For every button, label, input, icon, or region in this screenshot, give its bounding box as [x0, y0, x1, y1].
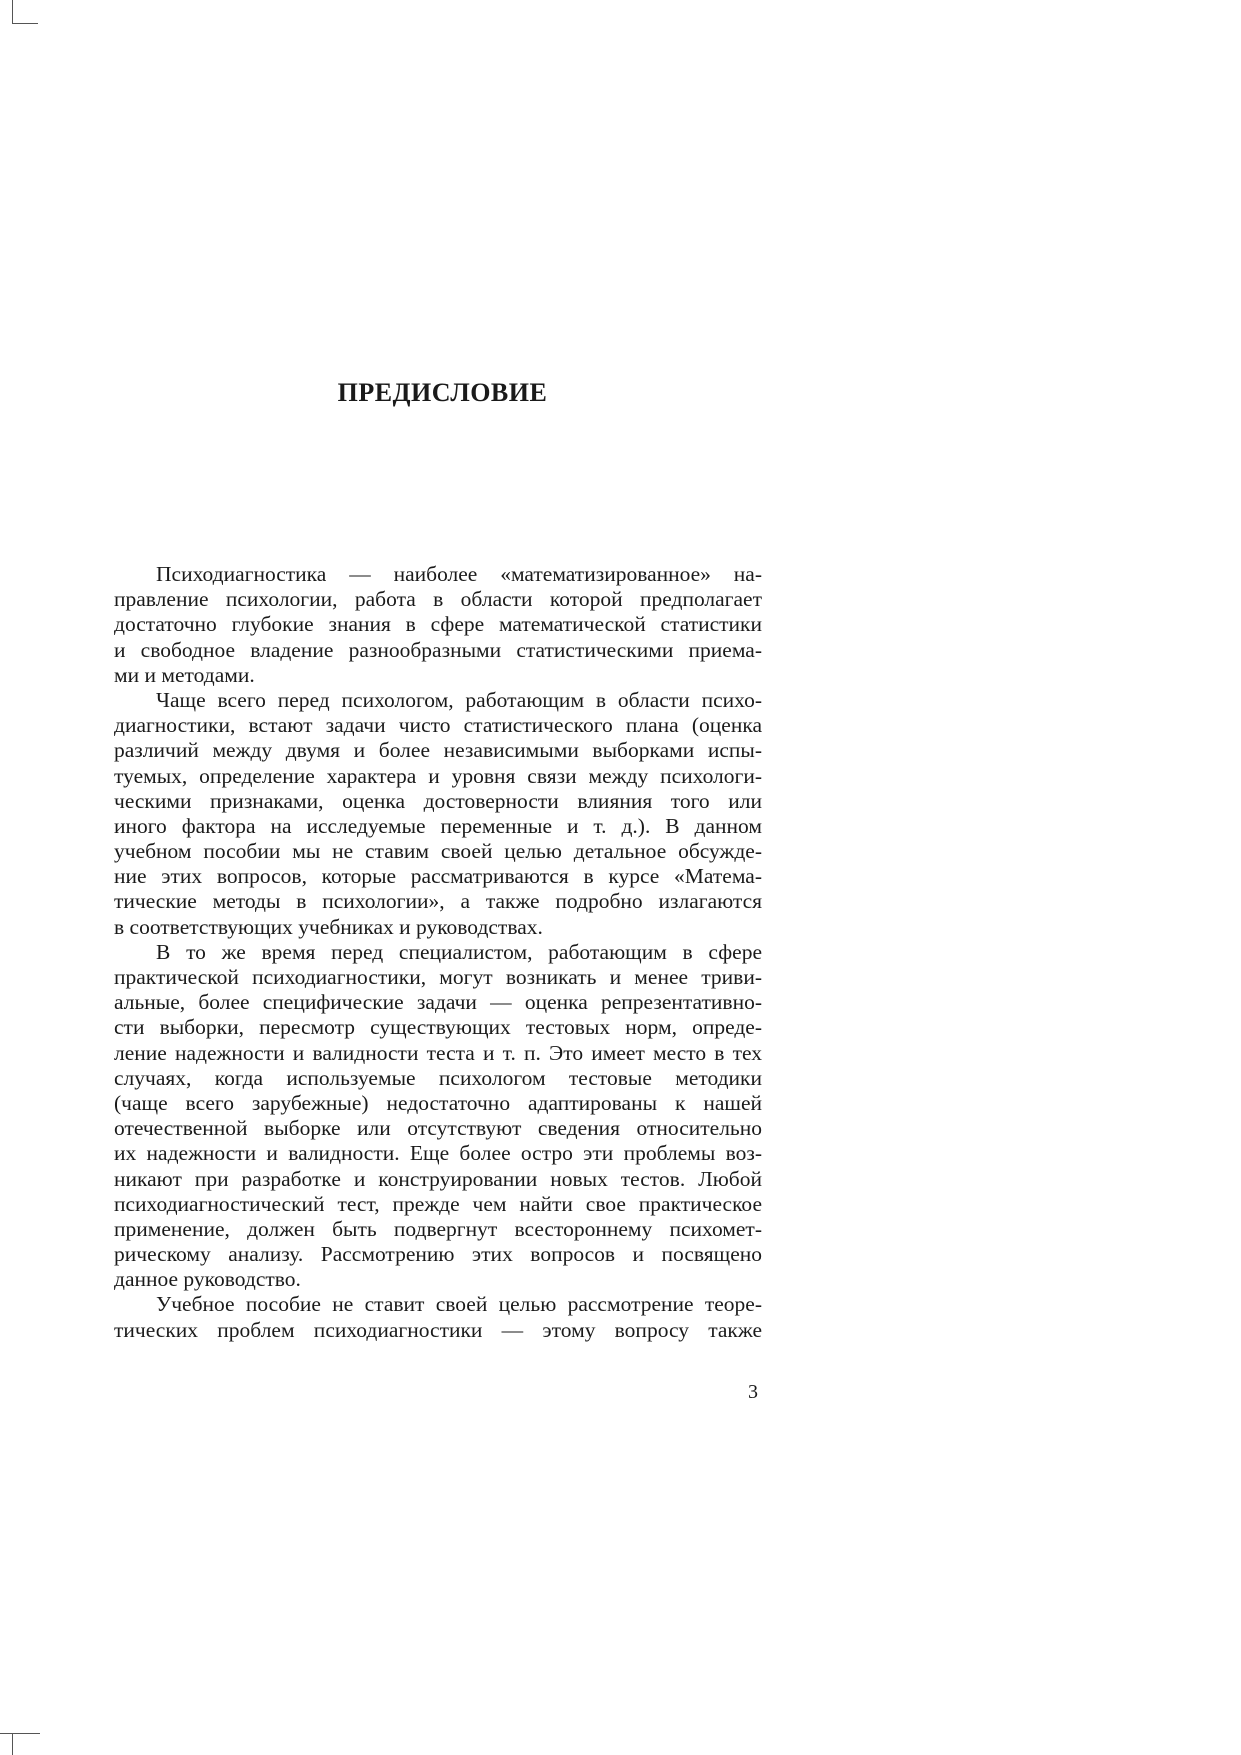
text-line: их надежности и валидности. Еще более остро эти проблемы воз- [114, 1141, 762, 1166]
text-line: ление надежности и валидности теста и т. п. Это имеет место в тех [114, 1040, 762, 1065]
text-line: применение, должен быть подвергнут всестороннему психомет- [114, 1216, 762, 1241]
text-line: туемых, определение характера и уровня связи между психологи- [114, 763, 762, 788]
text-line: тических проблем психодиагностики — этому вопросу также [114, 1317, 762, 1342]
text-line: диагностики, встают задачи чисто статистического плана (оценка [114, 713, 762, 738]
text-line: никают при разработке и конструировании новых тестов. Любой [114, 1166, 762, 1191]
page-number: 3 [748, 1381, 758, 1403]
text-line: тические методы в психологии», а также подробно излагаются [114, 889, 762, 914]
text-line: достаточно глубокие знания в сфере математической статистики [114, 612, 762, 637]
crop-mark-top-left-vertical [12, 0, 13, 24]
crop-mark-top-left-horizontal [12, 23, 38, 24]
crop-mark-bottom-left-vertical [12, 1733, 13, 1755]
text-line: различий между двумя и более независимыми выборками испы- [114, 738, 762, 763]
text-line: учебном пособии мы не ставим своей целью детальное обсужде- [114, 839, 762, 864]
text-line: правление психологии, работа в области которой предполагает [114, 587, 762, 612]
text-line: ческими признаками, оценка достоверности влияния того или [114, 788, 762, 813]
text-line: Чаще всего перед психологом, работающим в области психо- [156, 687, 762, 712]
text-line: ние этих вопросов, которые рассматриваются в курсе «Матема- [114, 864, 762, 889]
text-line: В то же время перед специалистом, работающим в сфере [156, 939, 762, 964]
text-line: и свободное владение разнообразными статистическими приема- [114, 637, 762, 662]
text-line: иного фактора на исследуемые переменные и т. д.). В данном [114, 813, 762, 838]
text-line: в соответствующих учебниках и руководствах. [114, 914, 543, 939]
text-line: психодиагностический тест, прежде чем найти свое практическое [114, 1191, 762, 1216]
text-line: ми и методами. [114, 662, 255, 687]
text-line: Учебное пособие не ставит своей целью рассмотрение теоре- [156, 1292, 762, 1317]
text-line: случаях, когда используемые психологом тестовые методики [114, 1065, 762, 1090]
body-text [114, 562, 762, 1343]
page-title: ПРЕДИСЛОВИЕ [337, 378, 548, 407]
text-line: альные, более специфические задачи — оценка репрезентативно- [114, 990, 762, 1015]
text-line: (чаще всего зарубежные) недостаточно адаптированы к нашей [114, 1090, 762, 1115]
crop-mark-bottom-left-horizontal [0, 1733, 40, 1734]
text-line: данное руководство. [114, 1267, 301, 1292]
text-line: рическому анализу. Рассмотрению этих вопросов и посвящено [114, 1242, 762, 1267]
text-line: отечественной выборке или отсутствуют сведения относительно [114, 1116, 762, 1141]
text-line: практической психодиагностики, могут возникать и менее триви- [114, 965, 762, 989]
text-line: Психодиагностика — наиболее «математизированное» на- [156, 562, 762, 586]
text-line: сти выборки, пересмотр существующих тестовых норм, опреде- [114, 1015, 762, 1040]
